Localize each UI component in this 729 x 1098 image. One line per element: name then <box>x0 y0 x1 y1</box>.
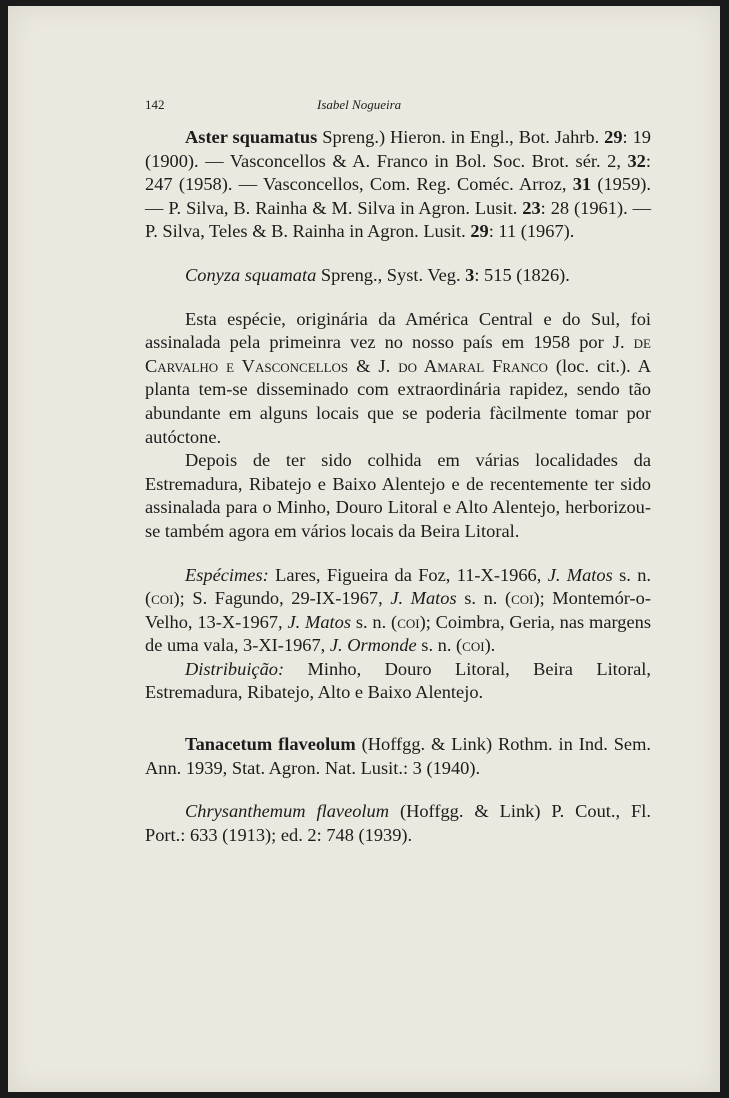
paragraph-distribution-history: Depois de ter sido colhida em várias localidades da Estremadura, Ribatejo e Baixo Alentejo e de recentemente ter sido assinalada para o Minho, Douro Litoral e Alto Alentejo, herborizou-se também agora em vários locais da Beira Litoral. <box>145 450 651 541</box>
synonym-name: Chrysanthemum flaveolum <box>185 801 390 822</box>
species-name: Tanacetum flaveolum <box>185 734 356 755</box>
page <box>8 6 720 1092</box>
synonym-chrysanthemum: Chrysanthemum flaveolum (Hoffgg. & Link) P. Cout., Fl. Port.: 633 (1913); ed. 2: 748 (1939). <box>145 801 651 845</box>
specimens-label: Espécimes: <box>185 564 269 585</box>
distribution-paragraph: Distribuição: Minho, Douro Litoral, Beira Litoral, Estremadura, Ribatejo, Alto e Baixo Alentejo. <box>145 658 651 703</box>
page-number: 142 <box>145 97 165 112</box>
species-entry-tanacetum: Tanacetum flaveolum (Hoffgg. & Link) Rothm. in Ind. Sem. Ann. 1939, Stat. Agron. Nat. Lusit.: 3 (1940). <box>145 734 652 778</box>
synonym-name: Conyza squamata <box>185 264 317 285</box>
running-author: Isabel Nogueira <box>317 97 402 112</box>
specimens-paragraph: Espécimes: Lares, Figueira da Foz, 11-X-1966, J. Matos s. n. (coi); S. Fagundo, 29-IX-1967, J. Matos s. n. (coi); Montemór-o-Velho, 13-X-1967, J. Matos s. n. (coi); Coimbra, Geria, nas margens de uma vala, 3-XI-1967, J. Ormonde s. n. (coi). <box>145 564 652 656</box>
species-entry-aster: Aster squamatus Spreng.) Hieron. in Engl., Bot. Jahrb. 29: 19 (1900). — Vasconcellos & A. Franco in Bol. Soc. Brot. sér. 2, 32: 247 (1958). — Vasconcellos, Com. Reg. Coméc. Arroz, 31 (1959). — P. Silva, B. Rainha & M. Silva in Agron. Lusit. 23: 28 (1961). — P. Silva, Teles & B. Rainha in Agron. Lusit. 29: 11 (1967). <box>145 127 652 242</box>
synonym-conyza: Conyza squamata Spreng., Syst. Veg. 3: 515 (1826). <box>185 264 570 285</box>
text-block <box>145 96 651 847</box>
paragraph-origin: Esta espécie, originária da América Central e do Sul, foi assinalada pela primeinra vez no nosso país em 1958 por J. de Carvalho e Vasconcellos & J. do Amaral Franco (loc. cit.). A planta tem-se disseminado com extraordinária rapidez, sendo tão abundante em alguns locais que se poderia fàcilmente tomar por autóctone. <box>145 308 652 447</box>
species-name: Aster squamatus <box>185 127 318 147</box>
running-header <box>145 96 651 114</box>
distribution-label: Distribuição: <box>185 658 285 679</box>
